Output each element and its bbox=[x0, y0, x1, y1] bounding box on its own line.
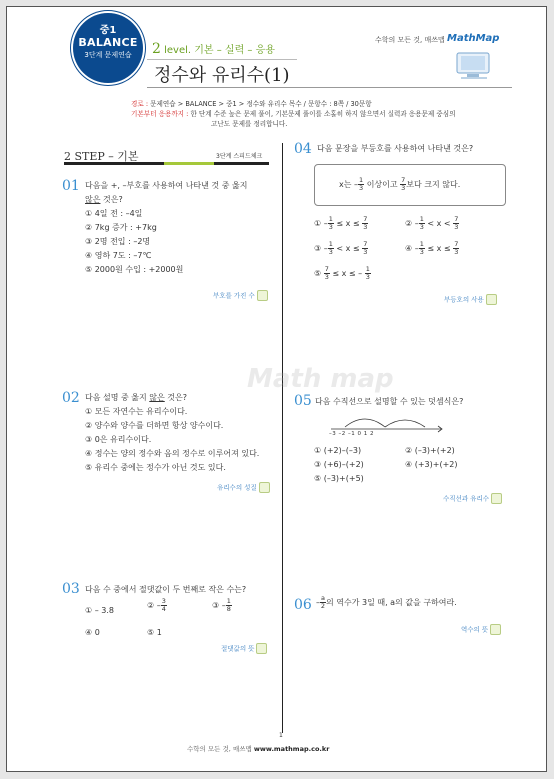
q5-options-left bbox=[314, 444, 364, 486]
monitor-icon bbox=[453, 51, 497, 81]
q1-option[interactable]: ⑤ 2000원 수입 : +2000원 bbox=[85, 265, 184, 274]
q1-text-2: 것은? bbox=[100, 195, 123, 204]
q5-option[interactable]: ⑤ (–3)+(+5) bbox=[314, 474, 364, 483]
badge-grade: 중1 bbox=[99, 25, 117, 36]
step-header bbox=[64, 146, 269, 165]
footer bbox=[187, 744, 329, 753]
q3-hint-text: 절댓값의 뜻 bbox=[221, 644, 255, 653]
q5-hint-text: 수직선과 유리수 bbox=[443, 494, 490, 503]
level-number: 2 bbox=[152, 41, 161, 57]
hint-icon bbox=[259, 482, 270, 493]
q4-option[interactable]: ④ – $\frac{1}{3}$ ≤ x ≤ $\frac{7}{3}$ bbox=[405, 240, 459, 256]
q1-option[interactable]: ① 4일 전 : –4일 bbox=[85, 209, 143, 218]
q6-text: – $\frac{a}{2}$ 의 역수가 3일 때, a의 값을 구하여라. bbox=[316, 594, 457, 610]
q2-number: 02 bbox=[62, 390, 80, 406]
q3-option[interactable]: ⑤ 1 bbox=[147, 628, 162, 637]
q4-condition-box bbox=[314, 164, 506, 206]
q3-option-sign: ③ – bbox=[212, 601, 226, 610]
q1-text-1: 다음을 +, –부호를 사용하여 나타낸 것 중 옳지 bbox=[85, 181, 248, 190]
q1-text bbox=[85, 179, 280, 207]
q1-text-under: 않은 bbox=[85, 195, 101, 204]
jump-arc-1 bbox=[345, 419, 385, 427]
brand-logo: MathMap bbox=[447, 33, 500, 44]
q4-option[interactable]: ③ – $\frac{1}{3}$ < x ≤ $\frac{7}{3}$ bbox=[314, 240, 368, 256]
q1-option[interactable]: ② 7kg 증가 : +7kg bbox=[85, 223, 157, 232]
q2-text-2: 것은? bbox=[164, 393, 187, 402]
footer-url[interactable]: www.mathmap.co.kr bbox=[253, 745, 330, 753]
step-tag: 3단계 스피드체크 bbox=[216, 153, 263, 160]
q2-text-under: 않은 bbox=[149, 393, 165, 402]
q4-text: 다음 문장을 부등호를 사용하여 나타낸 것은? bbox=[317, 144, 474, 153]
q1-option[interactable]: ④ 영하 7도 : –7℃ bbox=[85, 251, 152, 260]
q1-number: 01 bbox=[62, 178, 80, 194]
worksheet-page bbox=[6, 6, 547, 772]
meta-info bbox=[131, 99, 511, 129]
q6-hint bbox=[461, 624, 501, 635]
q4-condition bbox=[339, 177, 460, 192]
q5-option[interactable]: ③ (+6)–(+2) bbox=[314, 460, 364, 469]
desc-label: 기본부터 응용까지 : bbox=[131, 110, 191, 118]
fraction: $\frac{7}{3}$ bbox=[401, 176, 406, 192]
level-text: level. 기본 – 실력 – 응용 bbox=[164, 45, 275, 56]
badge-sub: 3단계 문제연습 bbox=[84, 51, 132, 59]
hint-icon bbox=[490, 624, 501, 635]
q3-option-sign: ② – bbox=[147, 601, 161, 610]
path-label: 경로 : bbox=[131, 100, 151, 108]
q4-option[interactable]: ① – $\frac{1}{3}$ ≤ x ≤ $\frac{7}{3}$ bbox=[314, 215, 368, 231]
level-line bbox=[152, 41, 275, 57]
q2-hint bbox=[217, 482, 270, 493]
q3-option[interactable]: ④ 0 bbox=[85, 628, 100, 637]
q6-number: 06 bbox=[294, 597, 312, 613]
q3-hint bbox=[221, 643, 267, 654]
hint-icon bbox=[491, 493, 502, 504]
q5-option[interactable]: ④ (+3)+(+2) bbox=[405, 460, 458, 469]
page-number: 1 bbox=[279, 732, 283, 739]
q2-options bbox=[85, 405, 259, 475]
q3-number: 03 bbox=[62, 581, 80, 597]
q4-box-b: 이상이고 bbox=[364, 180, 401, 189]
q2-text bbox=[85, 391, 187, 405]
fraction: $\frac{a}{2}$ bbox=[320, 594, 326, 610]
desc-value: 한 단계 수준 높은 문제 풀이, 기본문제 풀이를 소홀히 하지 않으면서 실력과 응용문제 중심의 bbox=[190, 110, 456, 118]
hint-icon bbox=[257, 290, 268, 301]
footer-text: 수학의 모든 것, 매쓰맵 bbox=[187, 745, 254, 753]
fraction: $\frac{1}{3}$ bbox=[359, 176, 364, 192]
q3-text: 다음 수 중에서 절댓값이 두 번째로 작은 수는? bbox=[85, 585, 247, 594]
q5-hint bbox=[443, 493, 502, 504]
q2-option[interactable]: ④ 정수는 양의 정수와 음의 정수로 이루어져 있다. bbox=[85, 449, 260, 458]
jump-arc-2 bbox=[385, 420, 425, 427]
q4-hint bbox=[444, 294, 497, 305]
q4-box-a: x는 – bbox=[339, 180, 359, 189]
desc-value-2: 고난도 문제를 정리합니다. bbox=[211, 120, 288, 128]
q5-option[interactable]: ① (+2)–(–3) bbox=[314, 446, 362, 455]
grade-badge bbox=[73, 13, 143, 83]
q2-text-1: 다음 설명 중 옳지 bbox=[85, 393, 150, 402]
q2-option[interactable]: ② 양수와 양수를 더하면 항상 양수이다. bbox=[85, 421, 224, 430]
q5-options-right bbox=[405, 444, 458, 472]
step-label: 2 STEP – 기본 bbox=[64, 150, 139, 163]
q2-hint-text: 유리수의 성질 bbox=[217, 483, 257, 492]
number-line-ticks: –3 –2 –1 0 1 2 bbox=[329, 431, 374, 437]
q1-hint bbox=[213, 290, 268, 301]
q4-box-c: 보다 크지 않다. bbox=[406, 180, 461, 189]
q3-option[interactable] bbox=[147, 598, 167, 613]
q2-option[interactable]: ① 모든 자연수는 유리수이다. bbox=[85, 407, 188, 416]
q1-options bbox=[85, 207, 183, 277]
fraction: $\frac{3}{4}$ bbox=[161, 597, 166, 613]
q4-option[interactable]: ② – $\frac{1}{3}$ < x < $\frac{7}{3}$ bbox=[405, 215, 459, 231]
badge-main: BALANCE bbox=[78, 36, 138, 49]
hint-icon bbox=[256, 643, 267, 654]
q5-text: 다음 수직선으로 설명할 수 있는 덧셈식은? bbox=[315, 397, 464, 406]
fraction: $\frac{1}{8}$ bbox=[226, 597, 231, 613]
slogan: 수학의 모든 것, 매쓰맵 bbox=[375, 36, 445, 44]
q4-number: 04 bbox=[294, 141, 312, 157]
title-rule bbox=[147, 59, 297, 60]
hint-icon bbox=[486, 294, 497, 305]
q3-option[interactable] bbox=[212, 598, 232, 613]
q4-option[interactable]: ⑤ $\frac{7}{3}$ ≤ x ≤ – $\frac{1}{3}$ bbox=[314, 265, 370, 281]
q1-hint-text: 부호를 가진 수 bbox=[213, 291, 255, 300]
q6-hint-text: 역수의 뜻 bbox=[461, 625, 489, 634]
step-accent bbox=[164, 162, 214, 165]
header-rule bbox=[147, 87, 512, 88]
q5-number: 05 bbox=[294, 393, 312, 409]
q2-option[interactable]: ⑤ 유리수 중에는 정수가 아닌 것도 있다. bbox=[85, 463, 226, 472]
page-title: 정수와 유리수(1) bbox=[154, 65, 290, 86]
q4-hint-text: 부등호의 사용 bbox=[444, 295, 484, 304]
q2-option[interactable]: ③ 0은 유리수이다. bbox=[85, 435, 152, 444]
q3-option[interactable]: ① – 3.8 bbox=[85, 606, 114, 615]
column-divider bbox=[282, 143, 283, 733]
q5-option[interactable]: ② (–3)+(+2) bbox=[405, 446, 455, 455]
watermark: Math map bbox=[247, 364, 394, 394]
q1-option[interactable]: ③ 2명 전입 : –2명 bbox=[85, 237, 151, 246]
path-value: 문제연습 > BALANCE > 중1 > 정수와 유리수 목수 / 문항수 : 8쪽 / 30문항 bbox=[150, 100, 372, 108]
